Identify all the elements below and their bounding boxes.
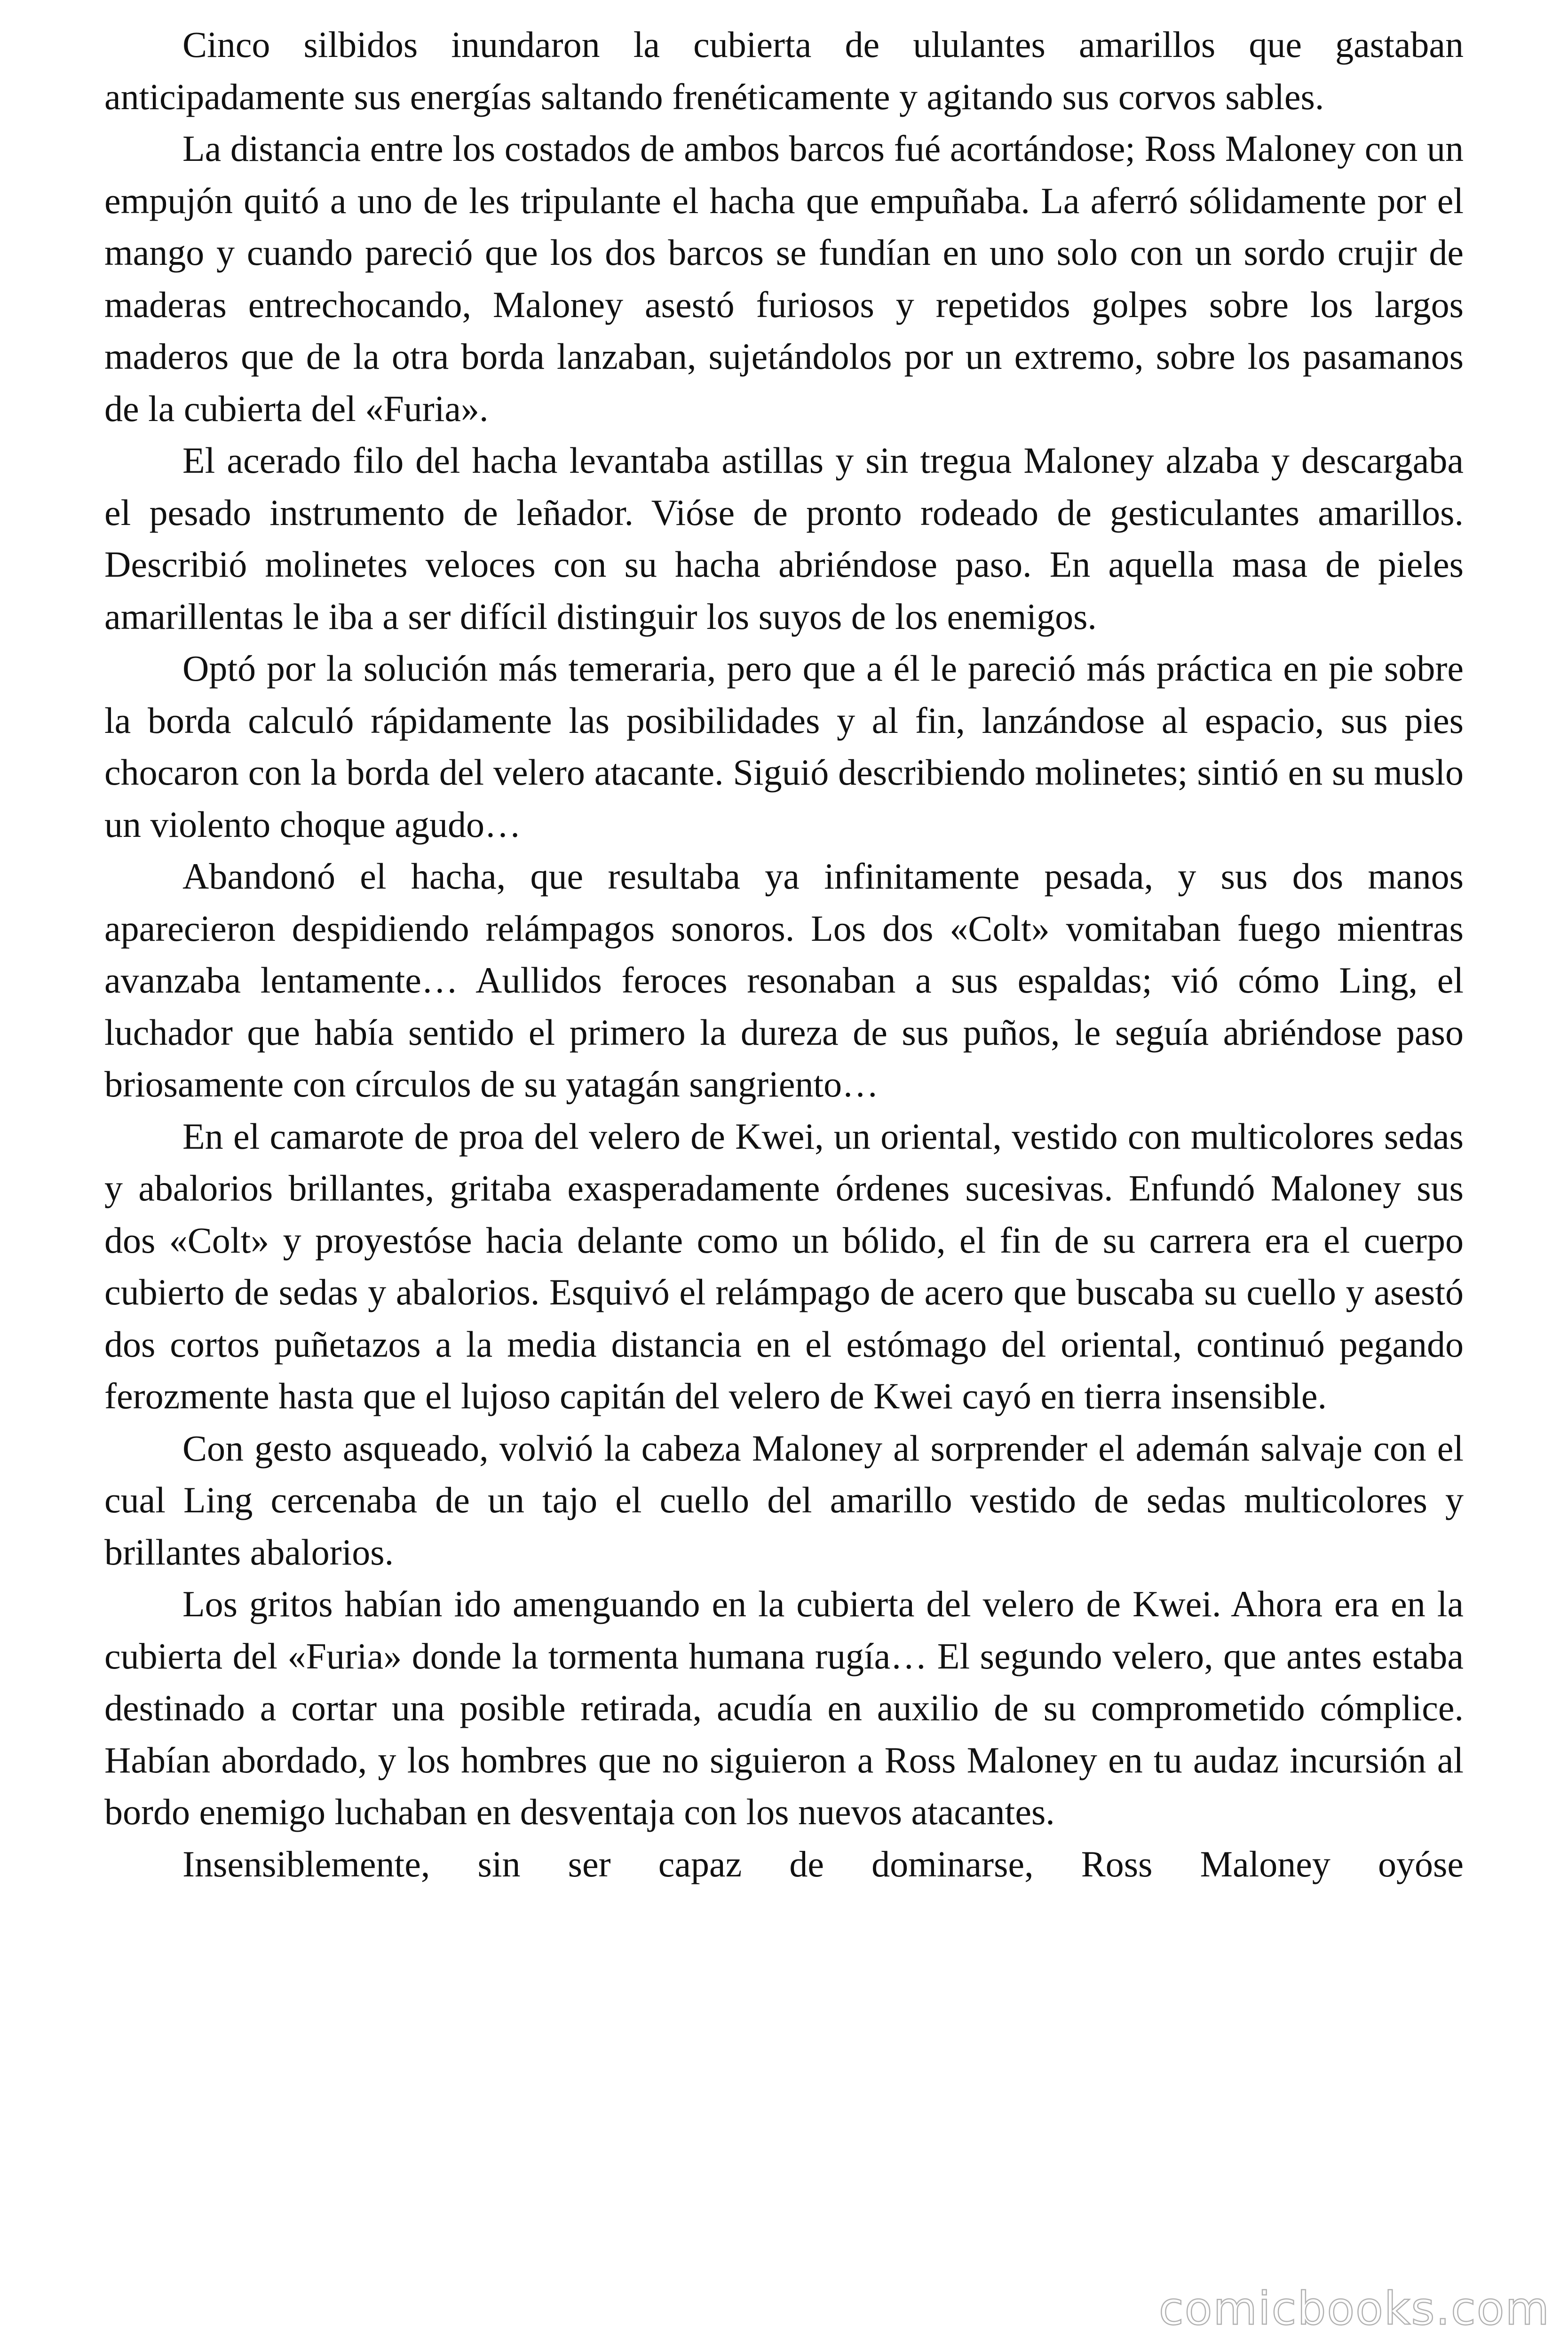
paragraph: Cinco silbidos inundaron la cubierta de ululantes amarillos que gastaban anticipadamente sus energías saltando frenéticamente y agitando sus corvos sables. (104, 24, 1464, 117)
page-text-body (104, 19, 1464, 1890)
paragraph: La distancia entre los costados de ambos barcos fué acortándose; Ross Maloney con un empujón quitó a uno de les tripulante el hacha que empuñaba. La aferró sólidamente por el mango y cuando pareció que los dos barcos se fundían en uno solo con un sordo crujir de maderas entrechocando, Maloney asestó furiosos y repetidos golpes sobre los largos maderos que de la otra borda lanzaban, sujetándolos por un extremo, sobre los pasamanos de la cubierta del «Furia». (104, 128, 1464, 429)
paragraph-continued: Insensiblemente, sin ser capaz de dominarse, Ross Maloney oyóse (182, 1843, 1464, 1884)
paragraph: Abandonó el hacha, que resultaba ya infinitamente pesada, y sus dos manos aparecieron despidiendo relámpagos sonoros. Los dos «Colt» vomitaban fuego mientras avanzaba lentamente… Aullidos feroces resonaban a sus espaldas; vió cómo Ling, el luchador que había sentido el primero la dureza de sus puños, le seguía abriéndose paso briosamente con círculos de su yatagán sangriento… (104, 856, 1464, 1104)
watermark-logo: comicbooks.com (1158, 2282, 1550, 2335)
paragraph: Con gesto asqueado, volvió la cabeza Maloney al sorprender el ademán salvaje con el cual Ling cercenaba de un tajo el cuello del amarillo vestido de sedas multicolores y brillantes abalorios. (104, 1427, 1464, 1573)
paragraph: En el camarote de proa del velero de Kwei, un oriental, vestido con multicolores sedas y abalorios brillantes, gritaba exasperadamente órdenes sucesivas. Enfundó Maloney sus dos «Colt» y proyestóse hacia delante como un bólido, el fin de su carrera era el cuerpo cubierto de sedas y abalorios. Esquivó el relámpago de acero que buscaba su cuello y asestó dos cortos puñetazos a la media distancia en el estómago del oriental, continuó pegando ferozmente hasta que el lujoso capitán del velero de Kwei cayó en tierra insensible. (104, 1115, 1464, 1416)
paragraph: Los gritos habían ido amenguando en la cubierta del velero de Kwei. Ahora era en la cubierta del «Furia» donde la tormenta humana rugía… El segundo velero, que antes estaba destinado a cortar una posible retirada, acudía en auxilio de su comprometido cómplice. Habían abordado, y los hombres que no siguieron a Ross Maloney en tu audaz incursión al bordo enemigo luchaban en desventaja con los nuevos atacantes. (104, 1583, 1464, 1832)
paragraph: Optó por la solución más temeraria, pero que a él le pareció más práctica en pie sobre la borda calculó rápidamente las posibilidades y al fin, lanzándose al espacio, sus pies chocaron con la borda del velero atacante. Siguió describiendo molinetes; sintió en su muslo un violento choque agudo… (104, 648, 1464, 845)
paragraph: El acerado filo del hacha levantaba astillas y sin tregua Maloney alzaba y descargaba el pesado instrumento de leñador. Vióse de pronto rodeado de gesticulantes amarillos. Describió molinetes veloces con su hacha abriéndose paso. En aquella masa de pieles amarillentas le iba a ser difícil distinguir los suyos de los enemigos. (104, 440, 1464, 637)
